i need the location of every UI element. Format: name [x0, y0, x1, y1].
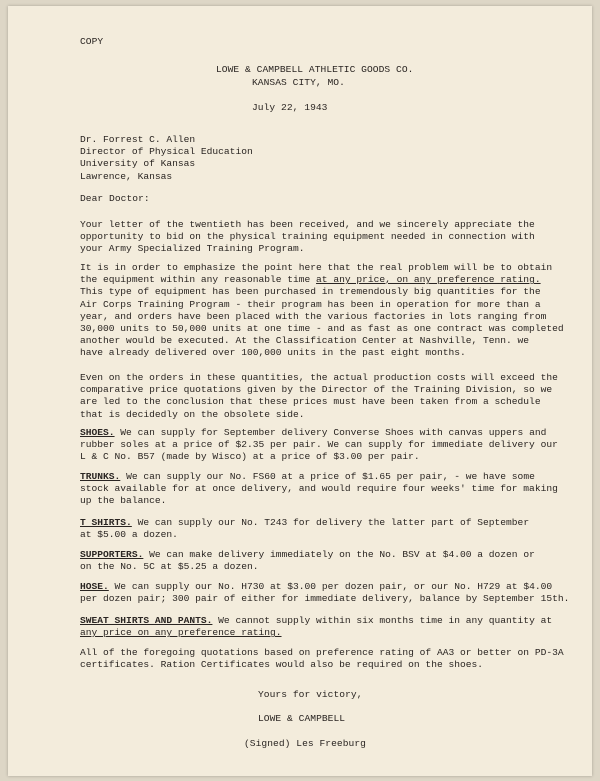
item-shoes: [80, 427, 558, 464]
recipient-line: University of Kansas: [80, 158, 196, 170]
paragraph-1: [80, 219, 535, 256]
item-line: up the balance.: [80, 495, 167, 507]
recipient-address: [80, 134, 253, 183]
paragraph-line: comparative price quotations given by the Director of the Training Division, so we: [80, 384, 553, 396]
item-line: per dozen pair; 300 pair of either for immediate delivery, balance by September 15th.: [80, 593, 570, 605]
item-t-shirts: [80, 517, 529, 541]
item-heading: T SHIRTS.: [80, 517, 132, 528]
recipient-line: Lawrence, Kansas: [80, 170, 173, 182]
item-line: rubber soles at a price of $2.35 per pair. We can supply for immediate delivery our: [80, 439, 558, 451]
paragraph-line: This type of equipment has been purchased in tremendously big quantities for the: [80, 286, 541, 298]
item-sweat-shirts: [80, 615, 552, 639]
item-first-line: [80, 471, 558, 483]
item-text: We can supply our No. T243 for delivery the latter part of September: [131, 517, 530, 528]
item-first-line: [80, 549, 535, 561]
letter-date: July 22, 1943: [252, 102, 328, 113]
paragraph-text: the equipment within any reasonable time: [80, 274, 317, 286]
copy-label: COPY: [80, 36, 104, 47]
paragraph-line: 30,000 units to 50,000 units at one time - and as fast as one contract was completed: [80, 322, 564, 334]
paragraph-line: [80, 274, 564, 286]
paragraph-line: Even on the orders in these quantities, the actual production costs will exceed the: [80, 372, 558, 383]
recipient-line: Director of Physical Education: [80, 146, 253, 158]
item-supporters: [80, 549, 535, 573]
paragraph-2: [80, 262, 564, 360]
item-line: L & C No. B57 (made by Wisco) at a price of $3.00 per pair.: [80, 451, 420, 463]
item-text: We cannot supply within six months time in any quantity at: [212, 615, 553, 626]
item-text: We can make delivery immediately on the No. BSV at $4.00 a dozen or: [143, 549, 535, 560]
item-first-line: [80, 581, 569, 593]
recipient-line: Dr. Forrest C. Allen: [80, 134, 196, 145]
letterhead-city: KANSAS CITY, MO.: [252, 77, 345, 88]
paragraph-line: All of the foregoing quotations based on preference rating of AA3 or better on PD-3A: [80, 647, 564, 658]
item-heading: TRUNKS.: [80, 471, 121, 482]
emphasis-underlined: at any price, on any preference rating.: [316, 274, 541, 286]
item-heading: SWEAT SHIRTS AND PANTS.: [80, 615, 213, 626]
salutation: Dear Doctor:: [80, 193, 150, 204]
item-text: We can supply for September delivery Converse Shoes with canvas uppers and: [114, 427, 547, 438]
closing-paragraph: [80, 647, 564, 671]
item-text: We can supply our No. H730 at $3.00 per dozen pair, or our No. H729 at $4.00: [108, 581, 553, 592]
paragraph-line: another would be executed. At the Classification Center at Nashville, Tenn. we: [80, 335, 530, 347]
item-heading: SUPPORTERS.: [80, 549, 144, 560]
item-line: on the No. 5C at $5.25 a dozen.: [80, 561, 259, 573]
paragraph-line: your Army Specialized Training Program.: [80, 243, 305, 255]
item-text: We can supply our No. FS60 at a price of $1.65 per pair, - we have some: [120, 471, 535, 482]
paragraph-line: opportunity to bid on the physical training equipment needed in connection with: [80, 231, 535, 243]
item-line: at $5.00 a dozen.: [80, 529, 178, 541]
item-first-line: [80, 517, 529, 529]
item-line: any price on any preference rating.: [80, 627, 282, 639]
paragraph-line: have already delivered over 100,000 units in the past eight months.: [80, 347, 466, 359]
item-trunks: [80, 471, 558, 508]
firm-name: LOWE & CAMPBELL: [258, 713, 346, 724]
item-heading: HOSE.: [80, 581, 109, 592]
item-line: stock available for at once delivery, and would require four weeks' time for making: [80, 483, 558, 495]
item-first-line: [80, 615, 552, 627]
item-first-line: [80, 427, 558, 439]
paragraph-line: It is in order to emphasize the point here that the real problem will be to obtain: [80, 262, 553, 273]
paragraph-3: [80, 372, 558, 421]
paragraph-line: Your letter of the twentieth has been received, and we sincerely appreciate the: [80, 219, 535, 230]
letterhead-company: LOWE & CAMPBELL ATHLETIC GOODS CO.: [216, 64, 414, 75]
paragraph-line: are led to the conclusion that these prices must have been taken from a schedule: [80, 396, 541, 408]
paragraph-line: year, and orders have been placed with the various factories in lots ranging from: [80, 310, 547, 322]
item-hose: [80, 581, 569, 605]
paragraph-line: certificates. Ration Certificates would also be required on the shoes.: [80, 659, 484, 671]
paragraph-line: Air Corps Training Program - their program has been in operation for more than a: [80, 298, 541, 310]
paragraph-line: that is decidedly on the obsolete side.: [80, 408, 305, 420]
item-heading: SHOES.: [80, 427, 115, 438]
signature-line: (Signed) Les Freeburg: [244, 738, 366, 749]
letter-page: [8, 6, 592, 776]
valediction: Yours for victory,: [258, 689, 363, 700]
